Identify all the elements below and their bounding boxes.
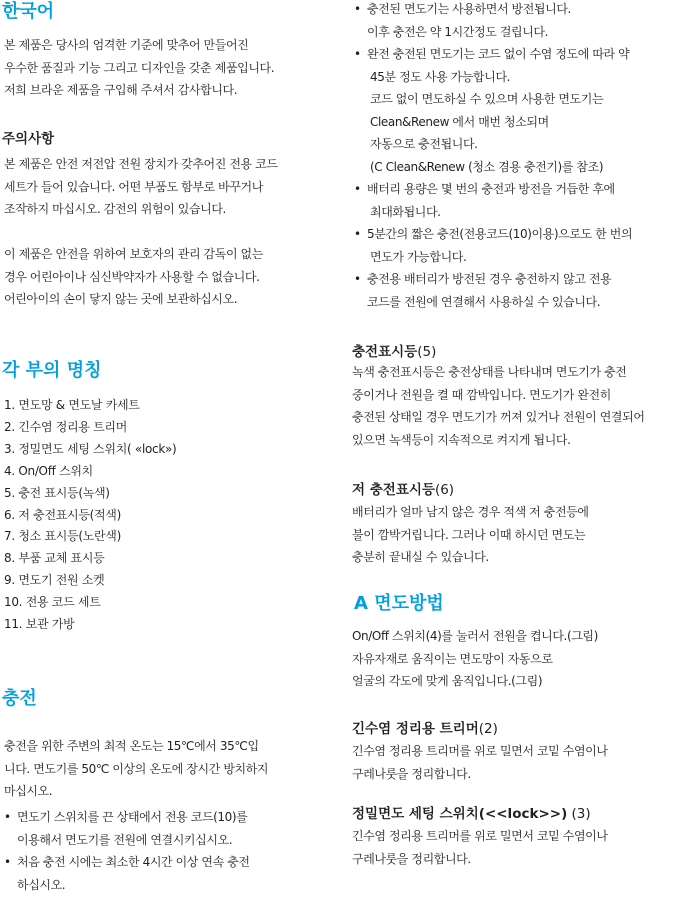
text-line: • 면도기 스위치를 끈 상태에서 전용 코드(10)를	[17, 810, 248, 824]
text-line: 구레나룻을 정리합니다.	[352, 766, 471, 781]
text-line: (C Clean&Renew (청소 겸용 충전기)를 참조)	[370, 159, 604, 174]
reference-number: (6)	[434, 482, 455, 498]
text-line: 45분 정도 사용 가능합니다.	[370, 69, 511, 84]
heading-text: 긴수염 정리용 트리머	[352, 721, 479, 737]
parts-heading: 각 부의 명칭	[2, 360, 102, 381]
text-line: 이용해서 면도기를 전원에 연결시키십시오.	[17, 832, 233, 847]
list-item: 10. 전용 코드 세트	[4, 595, 101, 610]
trimmer-heading	[352, 720, 498, 738]
list-item	[350, 223, 632, 268]
section-title-korean: 한국어	[2, 1, 55, 22]
text-line: 충분히 끝내실 수 있습니다.	[352, 550, 489, 564]
intro-paragraph	[4, 34, 274, 102]
list-item: 6. 저 충전표시등(적색)	[4, 507, 121, 522]
charge-indicator-heading	[352, 343, 436, 361]
list-item: 8. 부품 교체 표시등	[4, 551, 105, 566]
text-line: 면도가 가능합니다.	[370, 249, 467, 264]
list-item	[350, 0, 632, 43]
heading-text: 정밀면도 세팅 스위치(<<lock>>)	[352, 806, 568, 822]
text-line: • 완전 충전된 면도기는 코드 없이 수염 정도에 따라 약	[367, 47, 630, 61]
list-item	[0, 806, 250, 851]
text-line: 경우 어린아이나 심신박약자가 사용할 수 없습니다.	[4, 269, 260, 284]
text-line: • 충전된 면도기는 사용하면서 방전됩니다.	[367, 2, 571, 16]
text-line: 얼굴의 각도에 맞게 움직입니다.(그림)	[352, 674, 543, 688]
list-item: 4. On/Off 스위치	[4, 463, 93, 478]
reference-number: (3)	[567, 806, 591, 822]
list-item: 11. 보관 가방	[4, 617, 75, 632]
text-line: 긴수염 정리용 트리머를 위로 밀면서 코밑 수염이나	[352, 744, 608, 758]
heading-text: 충전표시등	[352, 344, 418, 360]
text-line: 긴수염 정리용 트리머를 위로 밀면서 코밑 수염이나	[352, 829, 608, 843]
text-line: 구레나룻을 정리합니다.	[352, 851, 471, 866]
charge-paragraph	[4, 735, 268, 803]
text-line: 이후 충전은 약 1시간정도 걸립니다.	[367, 24, 548, 39]
caution-paragraph-2	[4, 243, 263, 311]
text-line: 하십시오.	[17, 877, 66, 892]
text-line: 저희 브라운 제품을 구입해 주셔서 감사합니다.	[4, 83, 238, 97]
reference-number: (2)	[478, 721, 498, 737]
list-item: 7. 청소 표시등(노란색)	[4, 529, 121, 544]
list-item	[0, 851, 250, 896]
reference-number: (5)	[417, 344, 437, 360]
trimmer-paragraph	[352, 740, 608, 785]
text-line: 마십시오.	[4, 784, 53, 798]
text-line: 코드 없이 면도하실 수 있으며 사용한 면도기는	[370, 92, 604, 106]
caution-heading: 주의사항	[2, 131, 55, 147]
text-line: 세트가 들어 있습니다. 어떤 부품도 함부로 바꾸거나	[4, 179, 263, 194]
precision-switch-paragraph	[352, 825, 608, 870]
text-line: 어린아이의 손이 닿지 않는 곳에 보관하십시오.	[4, 292, 238, 306]
text-line: 조작하지 마십시오. 감전의 위험이 있습니다.	[4, 202, 226, 216]
text-line: 코드를 전원에 연결해서 사용하실 수 있습니다.	[367, 294, 601, 309]
text-line: • 5분간의 짧은 충전(전용코드(10)이용)으로도 한 번의	[367, 227, 633, 241]
text-line: 최대화됩니다.	[370, 204, 441, 219]
text-line: 중이거나 전원을 켤 때 깜박입니다. 면도기가 완전히	[352, 387, 611, 402]
text-line: 본 제품은 안전 저전압 전원 장치가 갖추어진 전용 코드	[4, 157, 278, 171]
list-item: 3. 정밀면도 세팅 스위치( «lock»)	[4, 441, 177, 456]
text-line: • 처음 충전 시에는 최소한 4시간 이상 연속 충전	[17, 855, 250, 869]
low-charge-paragraph	[352, 501, 589, 569]
text-line: 이 제품은 안전을 위하여 보호자의 관리 감독이 없는	[4, 247, 263, 261]
text-line: 불이 깜박거립니다. 그러나 이때 하시던 면도는	[352, 527, 586, 542]
charge-heading: 충전	[2, 688, 37, 709]
list-item: 1. 면도망 & 면도날 카세트	[4, 398, 140, 412]
precision-switch-heading	[352, 805, 591, 823]
text-line: 우수한 품질과 기능 그리고 디자인을 갖춘 제품입니다.	[4, 60, 275, 75]
shaving-method-paragraph	[352, 625, 598, 693]
low-charge-heading	[352, 481, 454, 499]
list-item: 5. 충전 표시등(녹색)	[4, 485, 110, 500]
list-item	[350, 268, 632, 313]
text-line: 녹색 충전표시등은 충전상태를 나타내며 면도기가 충전	[352, 365, 627, 379]
text-line: • 배터리 용량은 몇 번의 충전과 방전을 거듭한 후에	[367, 182, 615, 196]
text-line: Clean&Renew 에서 매번 청소되며	[370, 114, 549, 129]
text-line: 본 제품은 당사의 엄격한 기준에 맞추어 만들어진	[4, 38, 249, 52]
text-line: 니다. 면도기를 50℃ 이상의 온도에 장시간 방치하지	[4, 761, 269, 776]
list-item: 9. 면도기 전원 소켓	[4, 573, 105, 588]
list-item	[350, 43, 632, 178]
heading-text: 저 충전표시등	[352, 482, 435, 498]
text-line: • 충전용 배터리가 방전된 경우 충전하지 않고 전용	[367, 272, 612, 286]
text-line: 충전된 상태일 경우 면도기가 꺼져 있거나 전원이 연결되어	[352, 410, 645, 424]
charge-indicator-paragraph	[352, 361, 645, 451]
charging-bullets	[350, 0, 632, 313]
list-item	[350, 178, 632, 223]
list-item: 2. 긴수염 정리용 트리머	[4, 419, 128, 434]
text-line: 자동으로 충전됩니다.	[370, 137, 478, 151]
shaving-method-heading: A 면도방법	[354, 593, 444, 614]
parts-list	[4, 395, 176, 636]
text-line: 배터리가 얼마 남지 않은 경우 적색 저 충전등에	[352, 505, 589, 519]
text-line: 있으면 녹색등이 지속적으로 켜지게 됩니다.	[352, 432, 571, 447]
text-line: 충전을 위한 주변의 최적 온도는 15℃에서 35℃입	[4, 739, 259, 753]
text-line: 자유자재로 움직이는 면도망이 자동으로	[352, 651, 553, 666]
caution-paragraph-1	[4, 153, 278, 221]
charge-bullets	[0, 806, 250, 896]
text-line: On/Off 스위치(4)를 눌러서 전원을 켭니다.(그림)	[352, 629, 598, 643]
